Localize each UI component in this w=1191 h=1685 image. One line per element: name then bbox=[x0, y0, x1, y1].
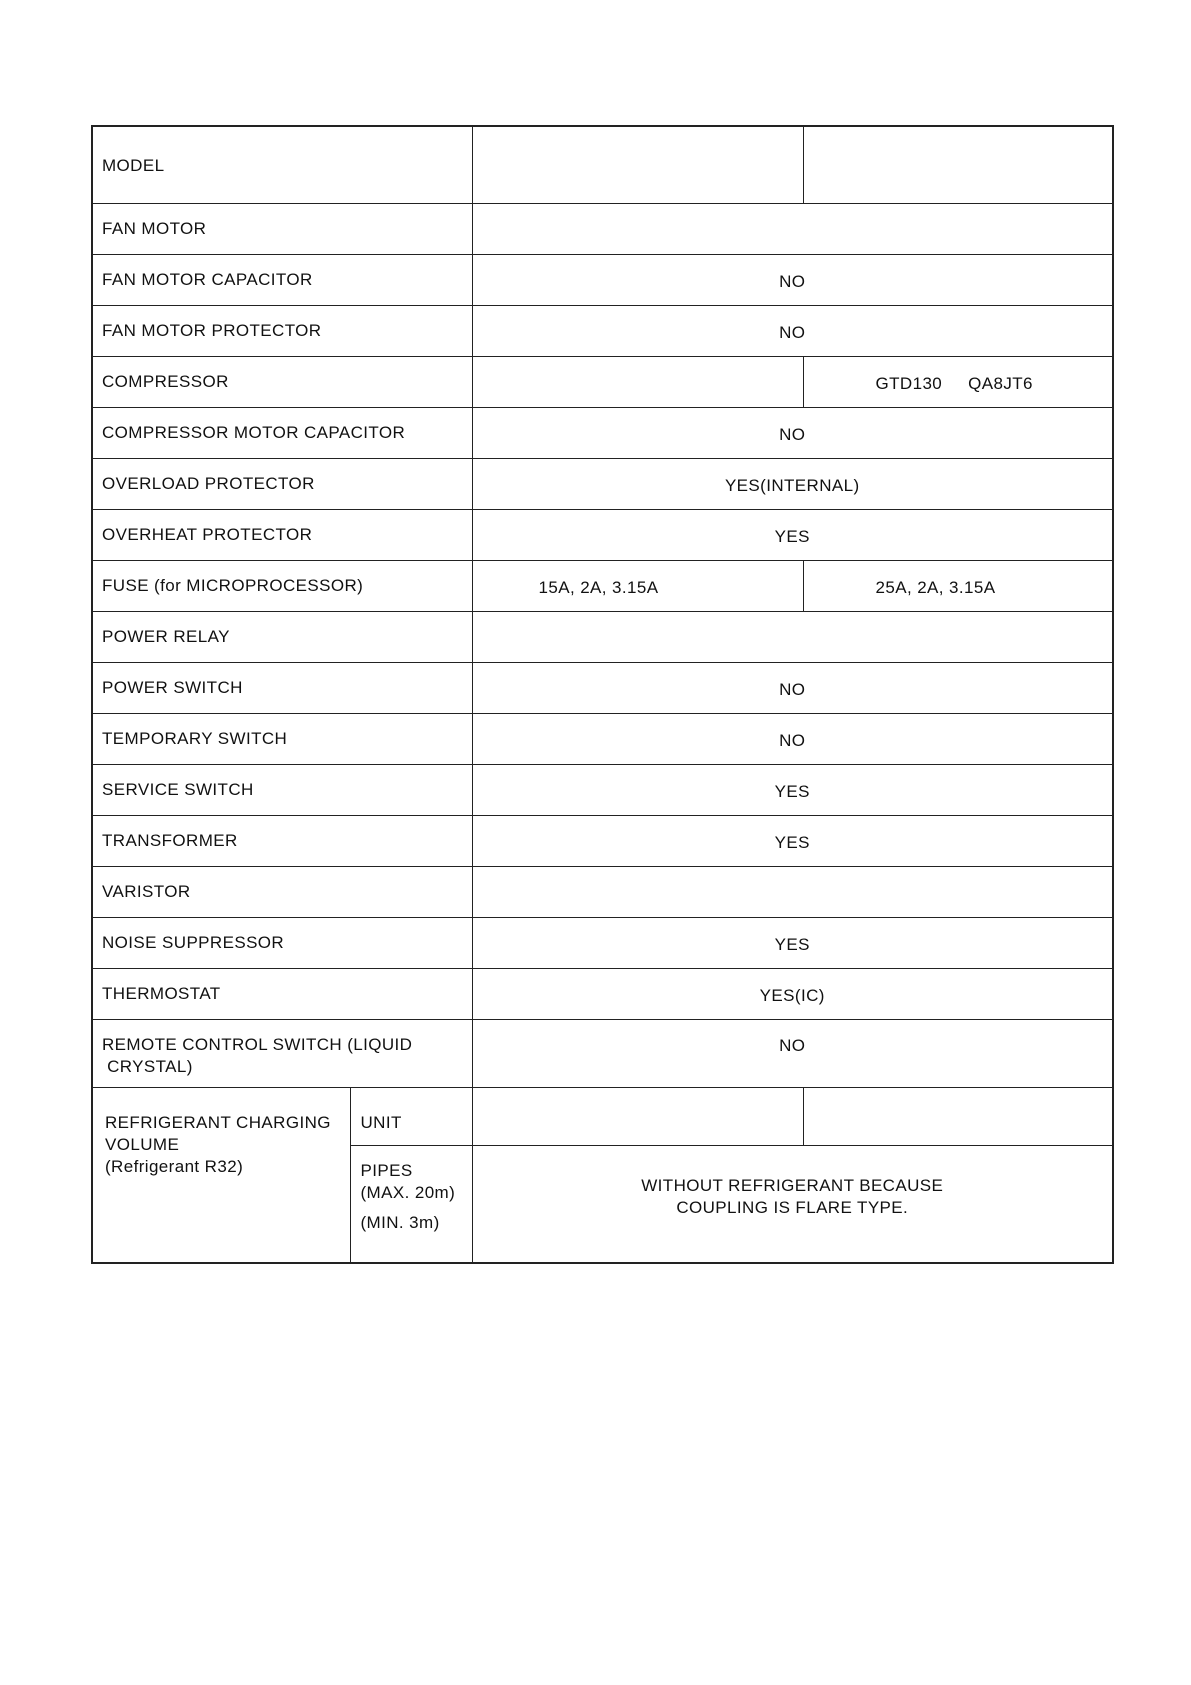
label-pipes bbox=[350, 1145, 472, 1263]
label-temporary-switch: TEMPORARY SWITCH bbox=[92, 713, 472, 764]
label-noise-suppressor: NOISE SUPPRESSOR bbox=[92, 917, 472, 968]
label-power-relay: POWER RELAY bbox=[92, 611, 472, 662]
remote-control-line1: REMOTE CONTROL SWITCH (LIQUID bbox=[102, 1034, 413, 1054]
row-overheat-protector bbox=[92, 509, 1113, 560]
row-fan-motor bbox=[92, 203, 1113, 254]
label-model: MODEL bbox=[92, 126, 472, 203]
value-varistor bbox=[472, 866, 1113, 917]
pipes-line3: (MIN. 3m) bbox=[360, 1212, 440, 1232]
value-temporary-switch: NO bbox=[472, 713, 1113, 764]
compressor-model-a: GTD130 bbox=[875, 373, 943, 393]
refrigerant-line3: (Refrigerant R32) bbox=[105, 1156, 244, 1176]
pipes-line2: (MAX. 20m) bbox=[360, 1182, 456, 1202]
label-fan-motor-capacitor: FAN MOTOR CAPACITOR bbox=[92, 254, 472, 305]
row-fan-motor-capacitor bbox=[92, 254, 1113, 305]
value-service-switch: YES bbox=[472, 764, 1113, 815]
row-noise-suppressor bbox=[92, 917, 1113, 968]
refrigerant-line1: REFRIGERANT CHARGING bbox=[105, 1112, 331, 1132]
value-model-right bbox=[803, 126, 1113, 203]
value-noise-suppressor: YES bbox=[472, 917, 1113, 968]
pipes-note-line2: COUPLING IS FLARE TYPE. bbox=[676, 1197, 909, 1217]
value-unit-left bbox=[472, 1087, 803, 1145]
row-service-switch bbox=[92, 764, 1113, 815]
label-power-switch: POWER SWITCH bbox=[92, 662, 472, 713]
value-fan-motor bbox=[472, 203, 1113, 254]
value-overheat-protector: YES bbox=[472, 509, 1113, 560]
value-model-left bbox=[472, 126, 803, 203]
pipes-note bbox=[472, 1145, 1113, 1263]
value-fuse-left: 15A, 2A, 3.15A bbox=[472, 560, 803, 611]
row-compressor-motor-capacitor bbox=[92, 407, 1113, 458]
row-thermostat bbox=[92, 968, 1113, 1019]
row-varistor bbox=[92, 866, 1113, 917]
remote-control-line2: CRYSTAL) bbox=[102, 1056, 193, 1076]
label-transformer: TRANSFORMER bbox=[92, 815, 472, 866]
refrigerant-line2: VOLUME bbox=[105, 1134, 180, 1154]
label-fan-motor: FAN MOTOR bbox=[92, 203, 472, 254]
row-overload-protector bbox=[92, 458, 1113, 509]
label-overload-protector: OVERLOAD PROTECTOR bbox=[92, 458, 472, 509]
value-transformer: YES bbox=[472, 815, 1113, 866]
row-transformer bbox=[92, 815, 1113, 866]
value-power-switch: NO bbox=[472, 662, 1113, 713]
row-model bbox=[92, 126, 1113, 203]
label-fuse: FUSE (for MICROPROCESSOR) bbox=[92, 560, 472, 611]
value-compressor-right bbox=[803, 356, 1113, 407]
row-fuse bbox=[92, 560, 1113, 611]
value-fan-motor-protector: NO bbox=[472, 305, 1113, 356]
label-refrigerant bbox=[92, 1087, 350, 1263]
label-overheat-protector: OVERHEAT PROTECTOR bbox=[92, 509, 472, 560]
value-compressor-motor-capacitor: NO bbox=[472, 407, 1113, 458]
label-varistor: VARISTOR bbox=[92, 866, 472, 917]
value-remote-control: NO bbox=[472, 1019, 1113, 1087]
label-compressor: COMPRESSOR bbox=[92, 356, 472, 407]
row-temporary-switch bbox=[92, 713, 1113, 764]
row-fan-motor-protector bbox=[92, 305, 1113, 356]
pipes-note-line1: WITHOUT REFRIGERANT BECAUSE bbox=[641, 1175, 944, 1195]
value-fan-motor-capacitor: NO bbox=[472, 254, 1113, 305]
row-refrigerant-unit bbox=[92, 1087, 1113, 1145]
row-compressor bbox=[92, 356, 1113, 407]
pipes-line1: PIPES bbox=[360, 1160, 413, 1180]
row-power-switch bbox=[92, 662, 1113, 713]
spec-table bbox=[91, 125, 1114, 1264]
value-unit-right bbox=[803, 1087, 1113, 1145]
value-compressor-left bbox=[472, 356, 803, 407]
label-fan-motor-protector: FAN MOTOR PROTECTOR bbox=[92, 305, 472, 356]
label-thermostat: THERMOSTAT bbox=[92, 968, 472, 1019]
row-power-relay bbox=[92, 611, 1113, 662]
label-compressor-motor-capacitor: COMPRESSOR MOTOR CAPACITOR bbox=[92, 407, 472, 458]
value-thermostat: YES(IC) bbox=[472, 968, 1113, 1019]
label-unit: UNIT bbox=[350, 1087, 472, 1145]
label-remote-control bbox=[92, 1019, 472, 1087]
value-power-relay bbox=[472, 611, 1113, 662]
value-overload-protector: YES(INTERNAL) bbox=[472, 458, 1113, 509]
row-remote-control bbox=[92, 1019, 1113, 1087]
compressor-model-b: QA8JT6 bbox=[968, 373, 1033, 393]
label-service-switch: SERVICE SWITCH bbox=[92, 764, 472, 815]
value-fuse-right: 25A, 2A, 3.15A bbox=[803, 560, 1113, 611]
